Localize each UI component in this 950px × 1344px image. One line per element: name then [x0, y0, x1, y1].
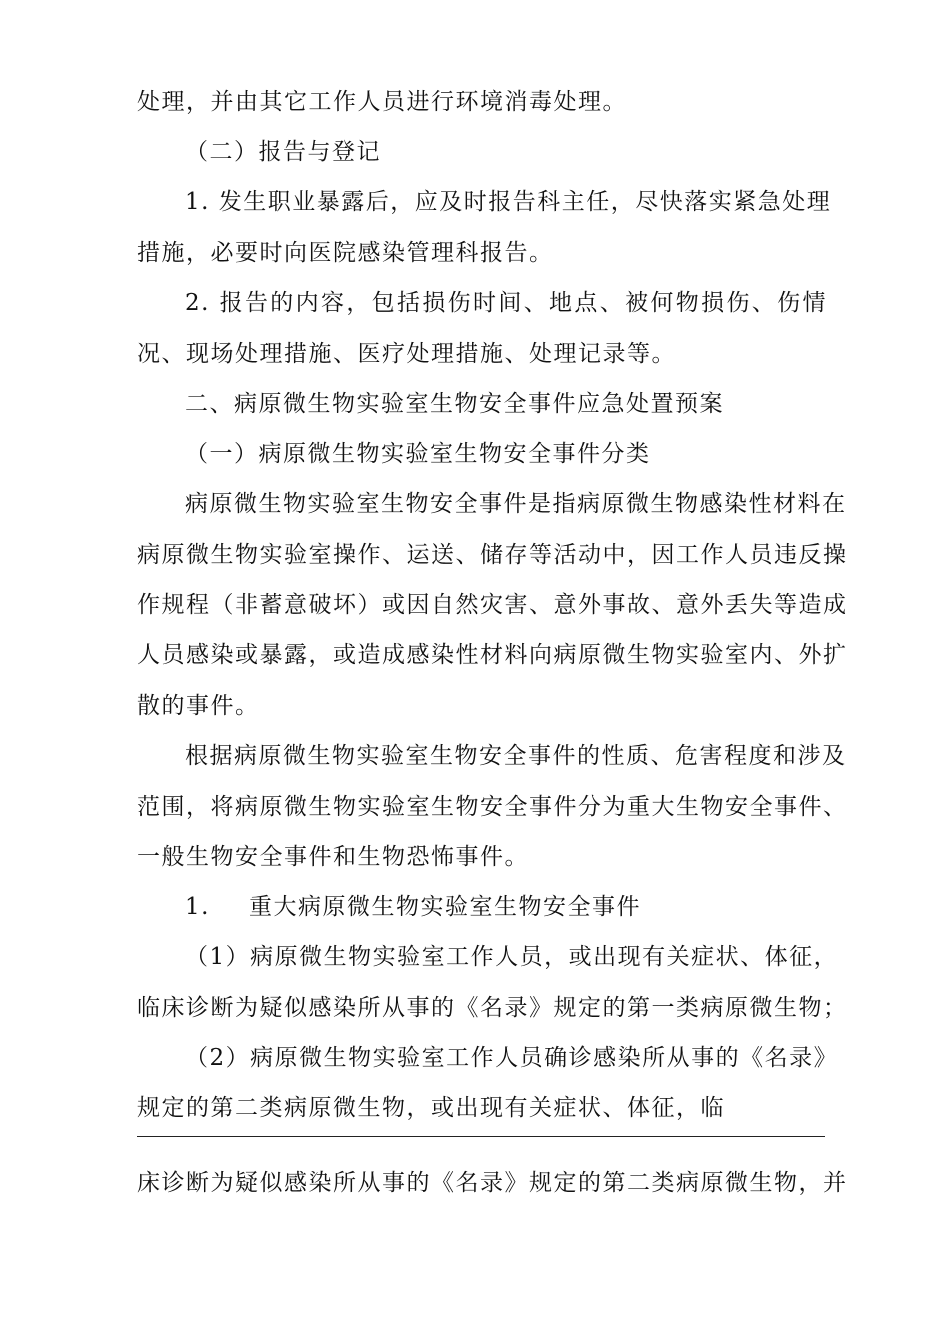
paragraph-line: 床诊断为疑似感染所从事的《名录》规定的第二类病原微生物，并 — [137, 1170, 848, 1196]
paragraph-line: 范围，将病原微生物实验室生物安全事件分为重大生物安全事件、 — [137, 794, 848, 820]
item-number: 1. — [185, 894, 210, 920]
numbered-heading — [185, 892, 827, 922]
paragraph-line: （1）病原微生物实验室工作人员，或出现有关症状、体征， — [185, 944, 839, 970]
paragraph-line: 1. 发生职业暴露后，应及时报告科主任，尽快落实紧急处理 — [185, 189, 832, 215]
subsection-heading: （二）报告与登记 — [185, 139, 381, 165]
paragraph-line: （2）病原微生物实验室工作人员确诊感染所从事的《名录》 — [185, 1045, 839, 1071]
paragraph-line: 措施，必要时向医院感染管理科报告。 — [137, 240, 554, 266]
paragraph-line: 人员感染或暴露，或造成感染性材料向病原微生物实验室内、外扩 — [137, 642, 848, 668]
section-heading: 二、病原微生物实验室生物安全事件应急处置预案 — [185, 391, 724, 417]
page-divider — [137, 1136, 825, 1137]
paragraph-line: 处理，并由其它工作人员进行环境消毒处理。 — [137, 89, 627, 115]
paragraph-line: 根据病原微生物实验室生物安全事件的性质、危害程度和涉及 — [185, 743, 847, 769]
paragraph-line: 病原微生物实验室操作、运送、储存等活动中，因工作人员违反操 — [137, 542, 848, 568]
paragraph-line: 规定的第二类病原微生物，或出现有关症状、体征，临 — [137, 1095, 725, 1121]
paragraph-line: 散的事件。 — [137, 693, 260, 719]
paragraph-line: 2. 报告的内容，包括损伤时间、地点、被何物损伤、伤情 — [185, 290, 827, 316]
paragraph-line: 况、现场处理措施、医疗处理措施、处理记录等。 — [137, 341, 676, 367]
paragraph-line: 作规程（非蓄意破坏）或因自然灾害、意外事故、意外丢失等造成 — [137, 592, 848, 618]
paragraph-line: 临床诊断为疑似感染所从事的《名录》规定的第一类病原微生物； — [137, 995, 848, 1021]
paragraph-line: 一般生物安全事件和生物恐怖事件。 — [137, 844, 529, 870]
subsection-heading: （一）病原微生物实验室生物安全事件分类 — [185, 441, 651, 467]
item-title: 重大病原微生物实验室生物安全事件 — [249, 894, 641, 920]
paragraph-line: 病原微生物实验室生物安全事件是指病原微生物感染性材料在 — [185, 491, 847, 517]
